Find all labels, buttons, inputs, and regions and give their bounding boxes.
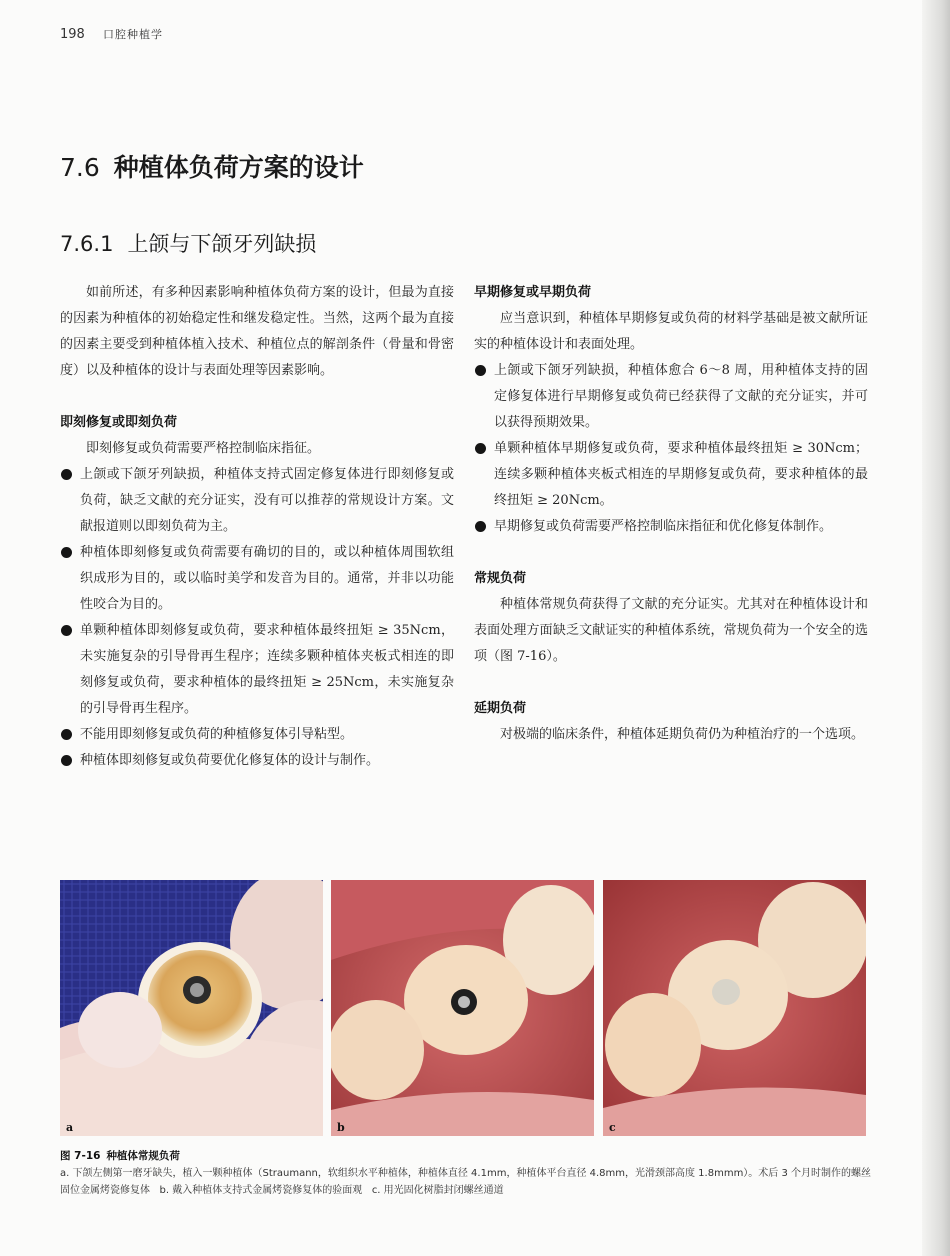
list-item: 早期修复或负荷需要严格控制临床指征和优化修复体制作。 [474,514,868,540]
section-number: 7.6 [60,153,100,182]
figure-photo-c [603,880,866,1136]
page-edge [922,0,950,1256]
figure-photo-a [60,880,323,1136]
figure-7-16 [60,880,866,1136]
early-bullet-list [474,358,868,540]
panel-label-c: c [609,1121,616,1134]
figure-title: 种植体常规负荷 [106,1150,180,1162]
delayed-paragraph: 对极端的临床条件，种植体延期负荷仍为种植治疗的一个选项。 [500,727,865,742]
conventional-heading: 常规负荷 [474,571,527,586]
delayed-heading: 延期负荷 [474,701,527,716]
panel-label-a: a [66,1121,74,1134]
book-title: 口腔种植学 [102,28,163,41]
list-item: 上颌或下颌牙列缺损，种植体支持式固定修复体进行即刻修复或负荷，缺乏文献的充分证实，没有可以推荐的常规设计方案。文献报道则以即刻负荷为主。 [60,462,454,540]
intro-paragraph: 如前所述，有多种因素影响种植体负荷方案的设计，但最为直接的因素为种植体的初始稳定性和继发稳定性。当然，这两个最为直接的因素主要受到种植体植入技术、种植位点的解剖条件（骨量和骨密度）以及种植体的设计与表面处理等因素影响。 [60,285,454,378]
bullet-icon [61,755,72,766]
immediate-intro: 即刻修复或负荷需要严格控制临床指征。 [86,441,321,456]
figure-caption [60,1148,880,1199]
conventional-paragraph: 种植体常规负荷获得了文献的充分证实。尤其对在种植体设计和表面处理方面缺乏文献证实的种植体系统，常规负荷为一个安全的选项（图 7-16）。 [474,597,868,664]
section-heading [60,148,364,184]
bullet-icon [475,521,486,532]
figure-photo-b [331,880,594,1136]
left-column [60,280,454,774]
subsection-heading [60,228,316,258]
subsection-number: 7.6.1 [60,232,114,256]
figure-number: 图 7-16 [60,1150,101,1162]
sealed-channel-image [603,880,866,1136]
list-item: 单颗种植体即刻修复或负荷，要求种植体最终扭矩 ≥ 35Ncm，未实施复杂的引导骨再生程序；连续多颗种植体夹板式相连的即刻修复或负荷，要求种植体的最终扭矩 ≥ 25Ncm，未实施复杂的引导骨再生程序。 [60,618,454,722]
bullet-icon [61,625,72,636]
occlusal-view-image [331,880,594,1136]
immediate-heading: 即刻修复或即刻负荷 [60,415,178,430]
list-item: 种植体即刻修复或负荷需要有确切的目的，或以种植体周围软组织成形为目的，或以临时美学和发音为目的。通常，并非以功能性咬合为目的。 [60,540,454,618]
bullet-icon [61,547,72,558]
list-item: 单颗种植体早期修复或负荷，要求种植体最终扭矩 ≥ 30Ncm；连续多颗种植体夹板式相连的早期修复或负荷，要求种植体的最终扭矩 ≥ 20Ncm。 [474,436,868,514]
page-number: 198 [60,27,85,42]
bullet-icon [61,469,72,480]
panel-label-b: b [337,1121,345,1134]
caption-a: a. 下颌左侧第一磨牙缺失，植入一颗种植体（Straumann，软组织水平种植体，种植体直径 4.1mm，种植体平台直径 4.8mm，光滑颈部高度 1.8mmm）。术后 3 个月时制作的螺丝固位金属烤瓷修复体 [60,1168,872,1196]
caption-title [60,1148,880,1165]
caption-body [60,1165,880,1199]
bullet-icon [475,443,486,454]
early-intro: 应当意识到，种植体早期修复或负荷的材料学基础是被文献所证实的种植体设计和表面处理。 [474,311,868,352]
section-title: 种植体负荷方案的设计 [113,153,364,182]
running-head [60,26,163,42]
list-item: 种植体即刻修复或负荷要优化修复体的设计与制作。 [60,748,454,774]
list-item: 不能用即刻修复或负荷的种植修复体引导粘型。 [60,722,454,748]
immediate-bullet-list [60,462,454,774]
subsection-title: 上颌与下颌牙列缺损 [127,232,317,256]
caption-c: c. 用光固化树脂封闭螺丝通道 [371,1185,504,1196]
early-heading: 早期修复或早期负荷 [474,285,592,300]
list-item: 上颌或下颌牙列缺损，种植体愈合 6～8 周，用种植体支持的固定修复体进行早期修复或负荷已经获得了文献的充分证实，并可以获得预期效果。 [474,358,868,436]
right-column [474,280,868,748]
bullet-icon [61,729,72,740]
caption-b: b. 戴入种植体支持式金属烤瓷修复体的验面观 [159,1185,363,1196]
dental-model-image [60,880,323,1136]
bullet-icon [475,365,486,376]
